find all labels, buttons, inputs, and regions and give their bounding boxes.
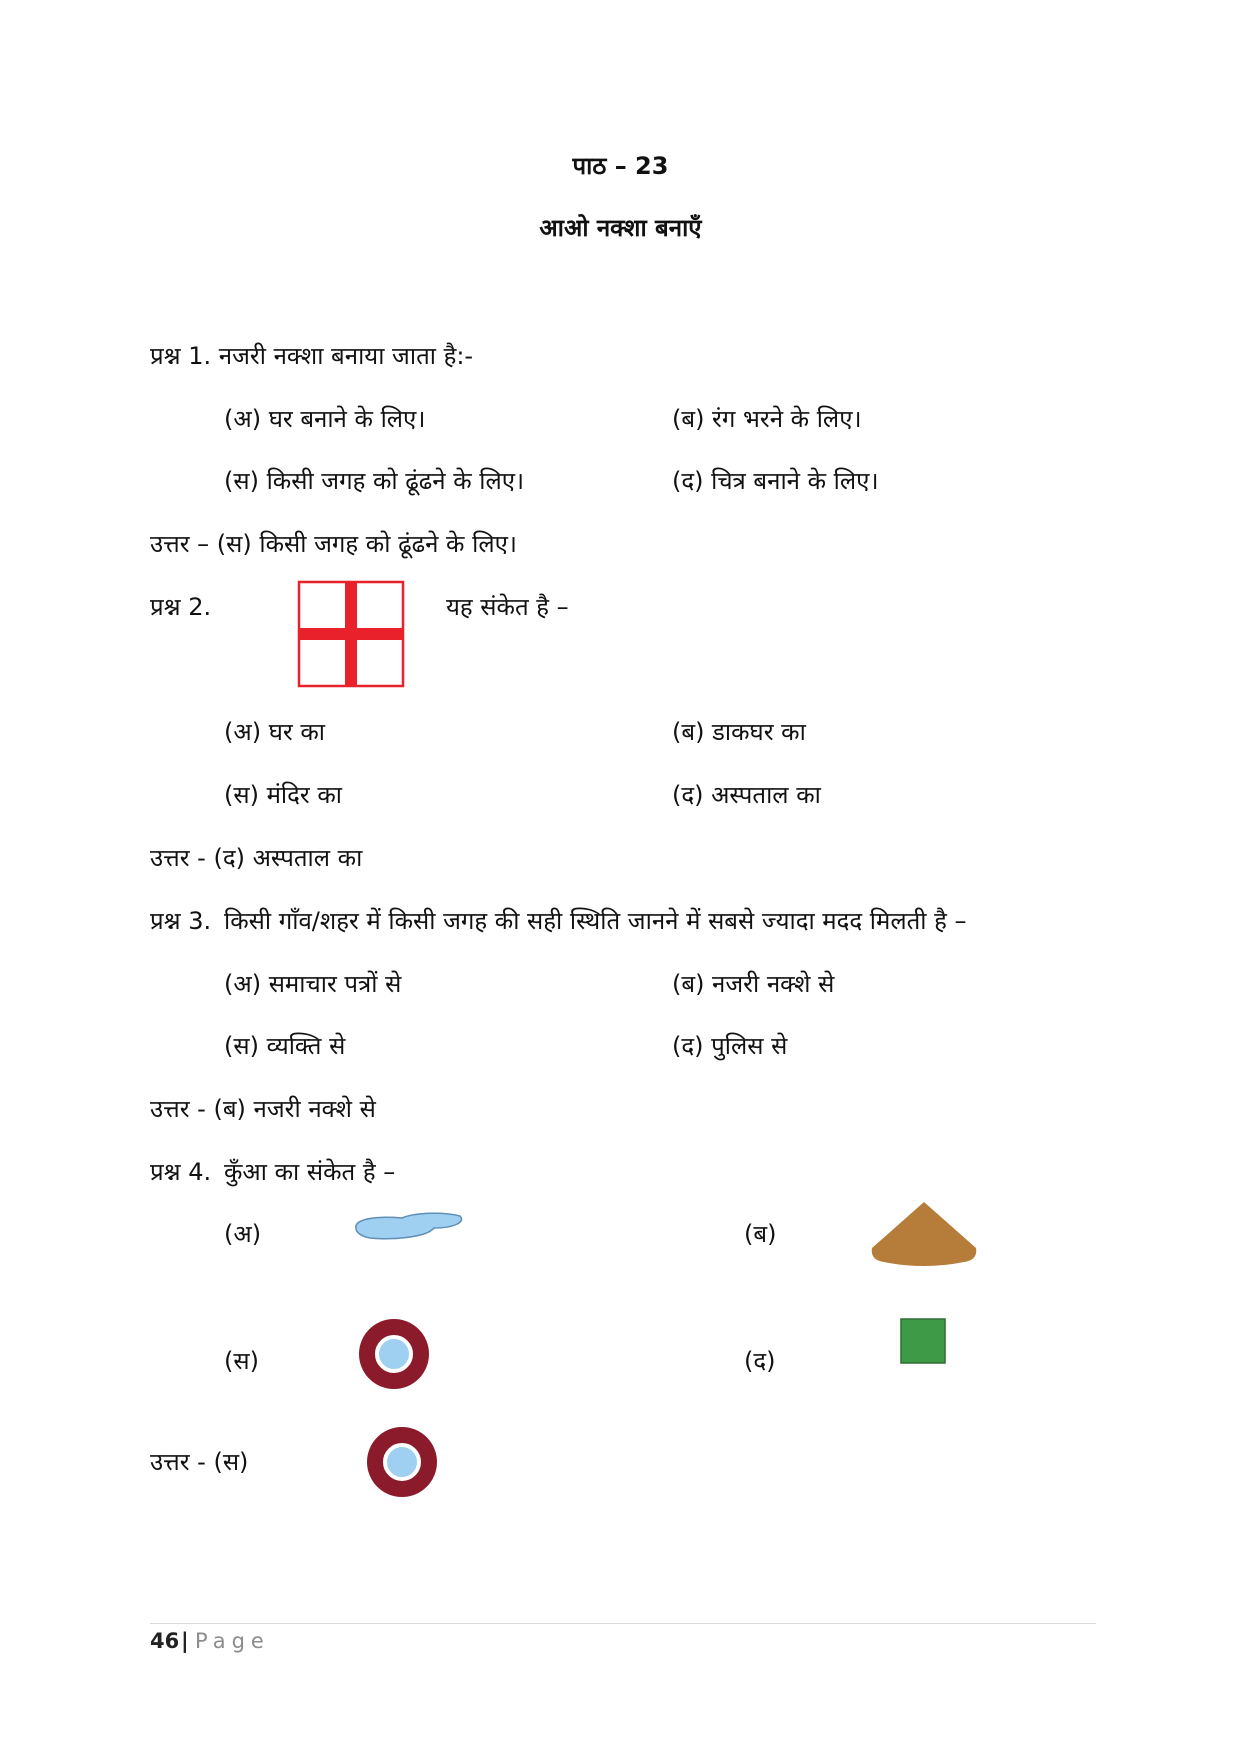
q4-answer: उत्तर - (स): [150, 1448, 249, 1476]
page-title: आओ नक्शा बनाएँ: [539, 214, 702, 242]
q1-option-d: (द) चित्र बनाने के लिए।: [672, 467, 879, 495]
q3-option-d: (द) पुलिस से: [672, 1032, 788, 1060]
pond-icon: [350, 1208, 466, 1244]
q1-option-c: (स) किसी जगह को ढूंढने के लिए।: [224, 467, 525, 495]
q1-option-a: (अ) घर बनाने के लिए।: [224, 405, 426, 433]
q1-option-b: (ब) रंग भरने के लिए।: [672, 405, 862, 433]
q3-option-c: (स) व्यक्ति से: [224, 1032, 346, 1060]
question-2-label: प्रश्न 2.: [150, 593, 212, 621]
question-4-text: कुँआ का संकेत है –: [224, 1158, 396, 1186]
footer-divider: [150, 1623, 1096, 1624]
page-label: Page: [195, 1629, 270, 1653]
question-1-text: प्रश्न 1. नजरी नक्शा बनाया जाता है:-: [150, 342, 474, 370]
q4-option-a: (अ): [224, 1220, 262, 1248]
q1-answer: उत्तर – (स) किसी जगह को ढूंढने के लिए।: [150, 530, 517, 558]
q2-option-a: (अ) घर का: [224, 718, 325, 746]
q3-answer: उत्तर - (ब) नजरी नक्शे से: [150, 1095, 376, 1123]
lesson-number: पाठ – 23: [572, 152, 669, 180]
page-number: 46: [150, 1629, 180, 1653]
q4-option-d: (द): [744, 1347, 776, 1375]
answer-well-icon: [365, 1425, 439, 1499]
q2-option-d: (द) अस्पताल का: [672, 781, 821, 809]
question-3-text: किसी गाँव/शहर में किसी जगह की सही स्थिति जानने में सबसे ज्यादा मदद मिलती है –: [224, 907, 967, 935]
page-separator: |: [181, 1629, 189, 1653]
hill-icon: [868, 1198, 980, 1270]
well-icon: [357, 1317, 431, 1391]
square-symbol-icon: [900, 1318, 946, 1364]
q4-option-c: (स): [224, 1347, 259, 1375]
q2-answer: उत्तर - (द) अस्पताल का: [150, 844, 363, 872]
q2-option-c: (स) मंदिर का: [224, 781, 342, 809]
q3-option-b: (ब) नजरी नक्शे से: [672, 970, 835, 998]
hospital-symbol-icon: [297, 580, 407, 688]
question-3-label: प्रश्न 3.: [150, 907, 212, 935]
q3-option-a: (अ) समाचार पत्रों से: [224, 970, 402, 998]
question-4-label: प्रश्न 4.: [150, 1158, 212, 1186]
q2-option-b: (ब) डाकघर का: [672, 718, 806, 746]
q4-option-b: (ब): [744, 1220, 777, 1248]
question-2-text: यह संकेत है –: [446, 593, 569, 621]
